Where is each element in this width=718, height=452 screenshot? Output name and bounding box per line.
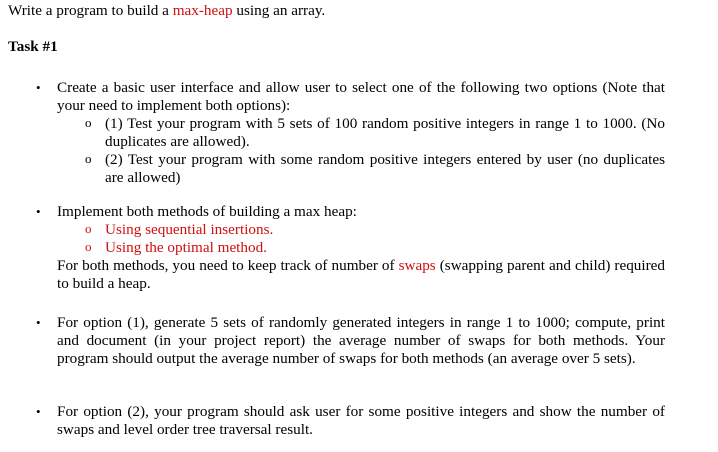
sub-item-2-2 xyxy=(85,239,665,257)
sub-item-text: Using the optimal method. xyxy=(105,239,267,256)
circle-bullet-icon: o xyxy=(85,151,92,166)
intro-highlight: max-heap xyxy=(172,2,233,19)
bullet-item-3 xyxy=(36,314,665,368)
sub-item-1-1 xyxy=(85,115,665,151)
sub-item-text: (1) Test your program with 5 sets of 100 random positive integers in range 1 to 1000. (No duplicates are allowed). xyxy=(105,115,665,150)
sub-item-text: (2) Test your program with some random positive integers entered by user (no duplicates are allowed) xyxy=(105,151,665,186)
bullet-item-4 xyxy=(36,403,665,439)
intro-prefix: Write a program to build a xyxy=(8,2,173,19)
bullet-1-text: Create a basic user interface and allow user to select one of the following two options (Note that your need to implement both options): xyxy=(57,79,665,114)
bullet-3-text: For option (1), generate 5 sets of randomly generated integers in range 1 to 1000; compute, print and document (in your project report) the average number of swaps for both methods. Your program should output the average number of swaps for both methods (an average over 5 sets). xyxy=(57,314,665,367)
circle-bullet-icon: o xyxy=(85,115,92,130)
sub-item-text: Using sequential insertions. xyxy=(105,221,274,238)
intro-line xyxy=(8,1,325,21)
bullet-4-text: For option (2), your program should ask user for some positive integers and show the number of swaps and level order tree traversal result. xyxy=(57,403,665,438)
sub-item-1-2 xyxy=(85,151,665,187)
circle-bullet-icon: o xyxy=(85,239,92,254)
bullet-item-2 xyxy=(36,203,666,293)
swaps-highlight: swaps xyxy=(398,257,436,274)
bullet-item-1 xyxy=(36,79,665,187)
bullet-2-text: Implement both methods of building a max heap: xyxy=(57,203,357,220)
bullet-icon: • xyxy=(36,315,41,330)
followup-prefix: For both methods, you need to keep track of number of xyxy=(57,257,399,274)
circle-bullet-icon: o xyxy=(85,221,92,236)
bullet-icon: • xyxy=(36,404,41,419)
bullet-icon: • xyxy=(36,204,41,219)
bullet-icon: • xyxy=(36,80,41,95)
intro-suffix: using an array. xyxy=(232,2,326,19)
task-title: Task #1 xyxy=(8,38,58,55)
followup-suffix: (swapping parent and child) required to build a heap. xyxy=(57,257,666,292)
sub-item-2-1 xyxy=(85,221,665,239)
bullet-2-followup xyxy=(57,257,665,293)
